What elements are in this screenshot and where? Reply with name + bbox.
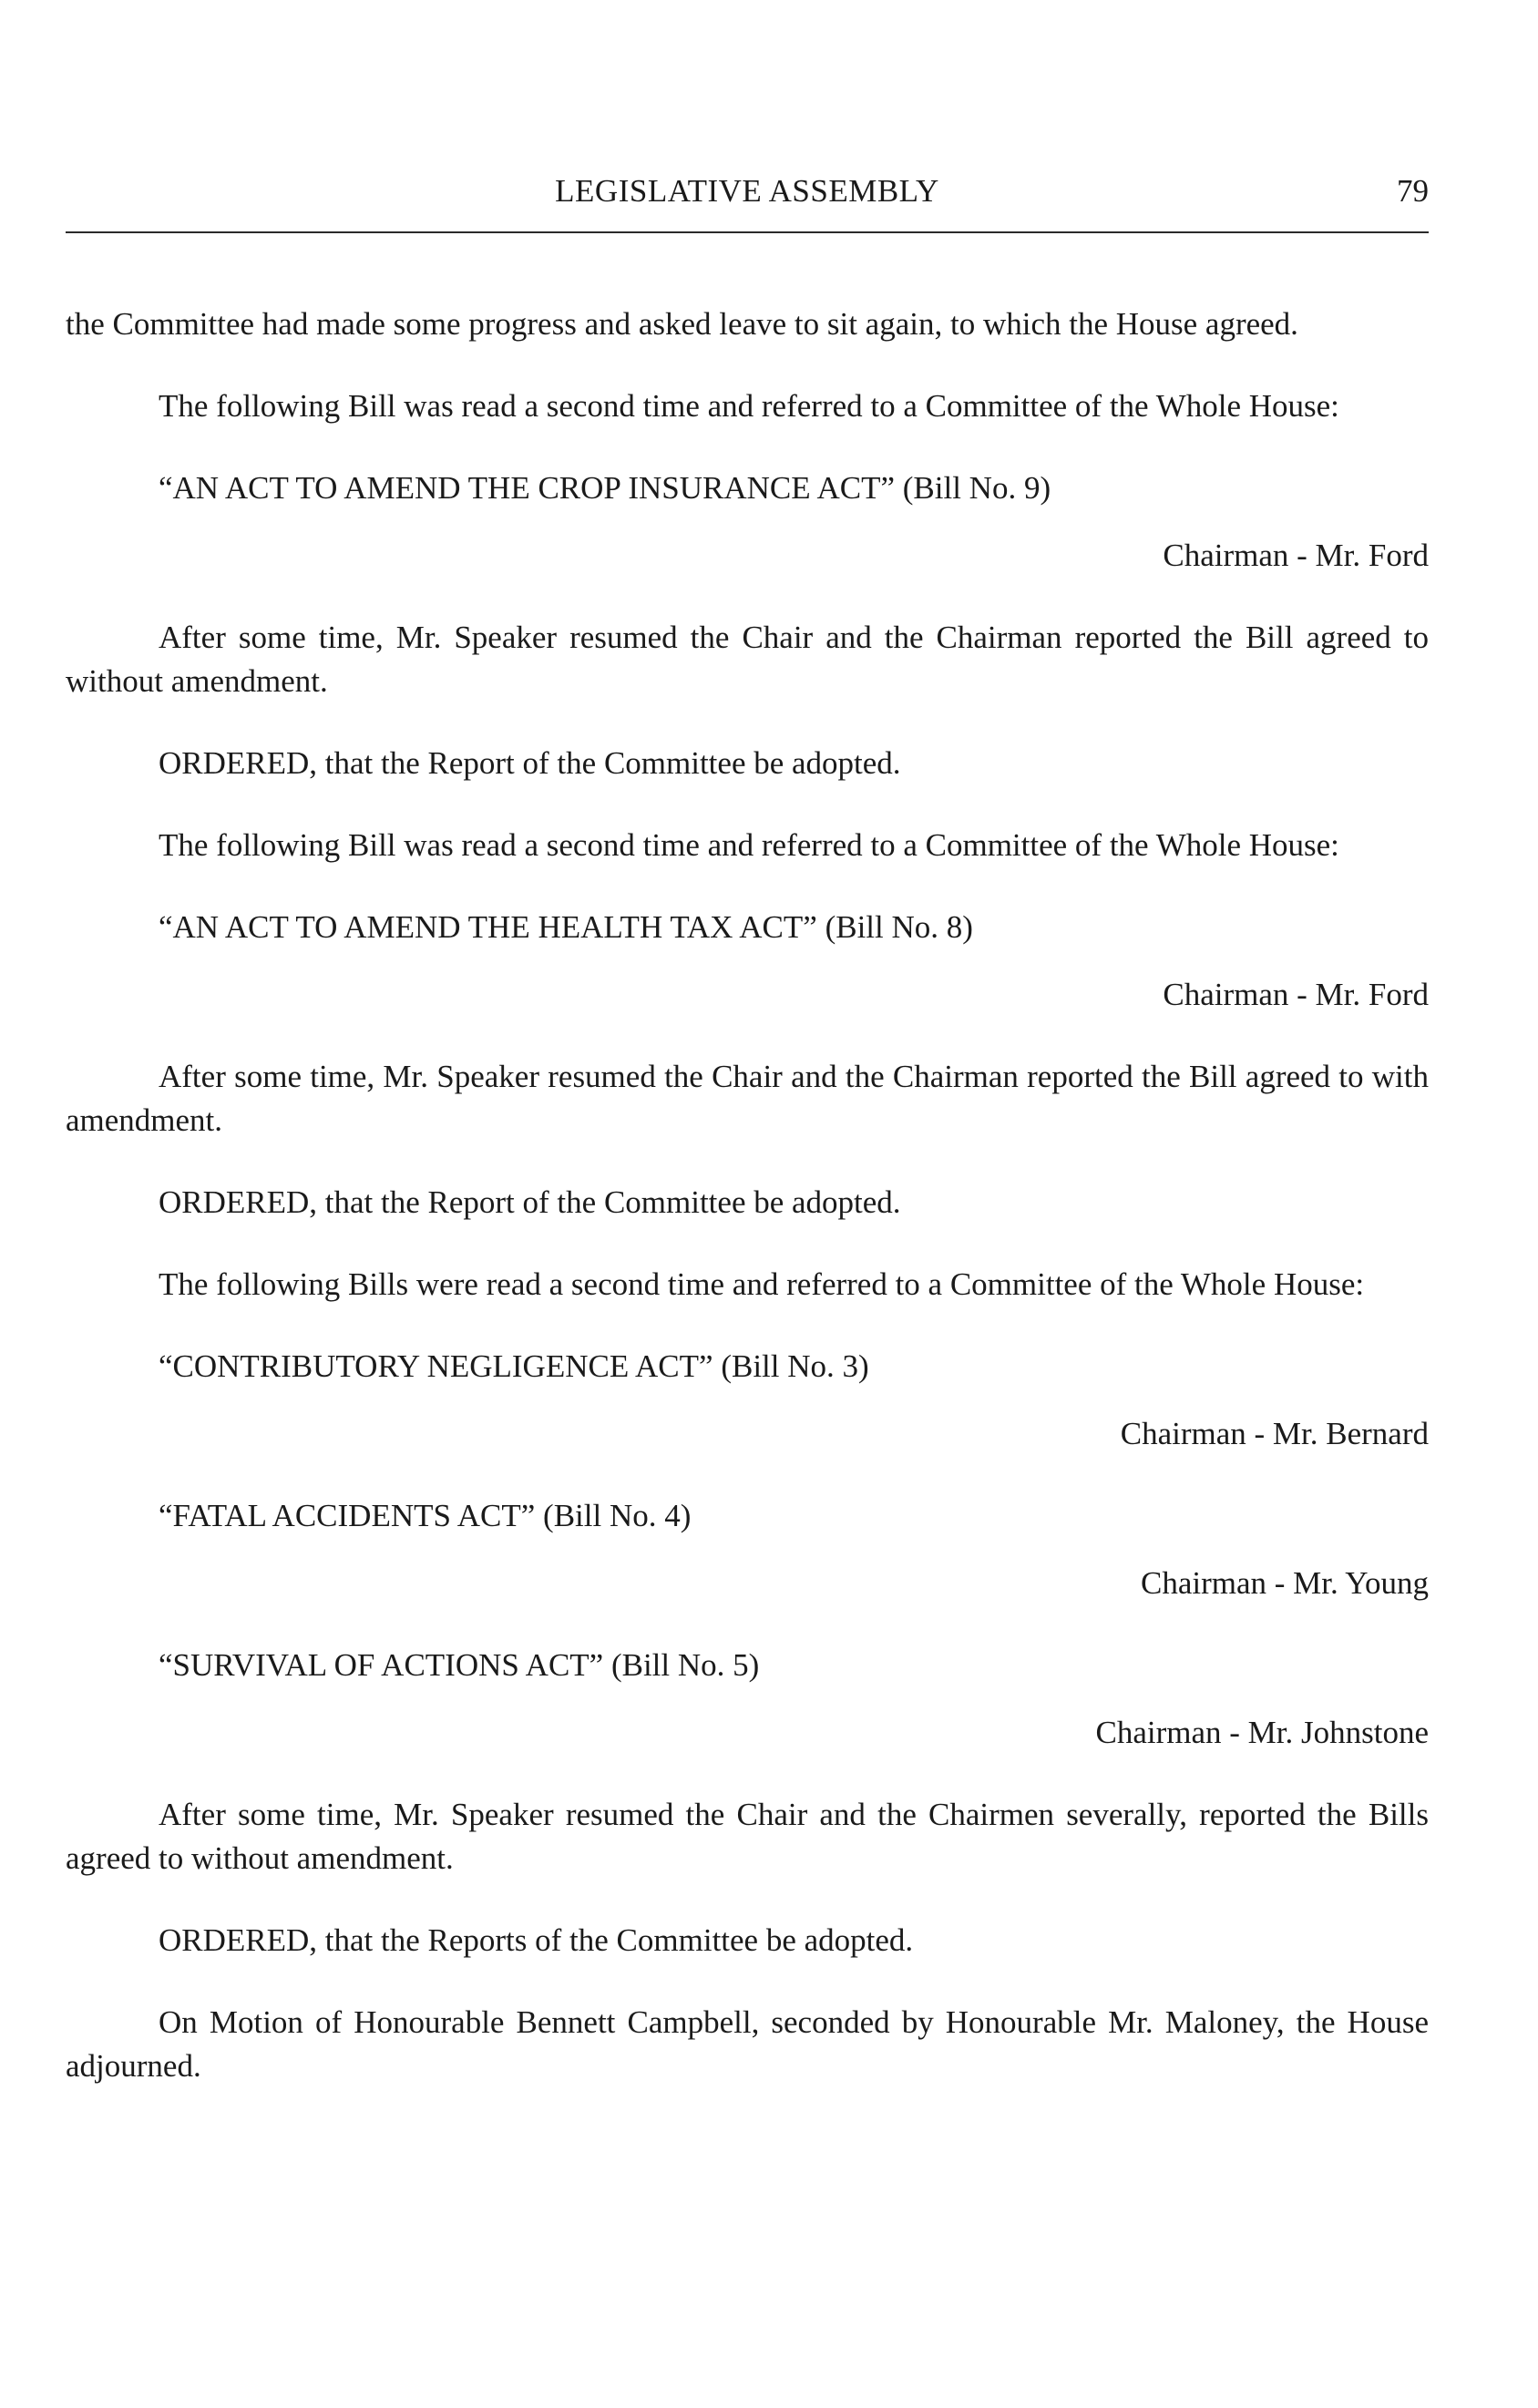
- bill-title-fatal-accidents: “FATAL ACCIDENTS ACT” (Bill No. 4): [159, 1498, 692, 1533]
- page-number: 79: [1397, 173, 1429, 209]
- paragraph-report: After some time, Mr. Speaker resumed the Chair and the Chairmen severally, reported the Bills agreed to without amendment.: [66, 1797, 1429, 1876]
- document-page: [66, 0, 1429, 2408]
- header-rule: [66, 231, 1429, 233]
- paragraph-report: After some time, Mr. Speaker resumed the Chair and the Chairman reported the Bill agreed to with amendment.: [66, 1059, 1429, 1138]
- chairman-line: Chairman - Mr. Bernard: [1120, 1416, 1429, 1451]
- running-title: LEGISLATIVE ASSEMBLY: [555, 173, 939, 209]
- chairman-line: Chairman - Mr. Ford: [1163, 538, 1429, 573]
- body-text: [66, 302, 1429, 2126]
- paragraph-ordered: ORDERED, that the Report of the Committee be adopted.: [159, 745, 901, 781]
- chairman-line: Chairman - Mr. Young: [1141, 1565, 1429, 1601]
- chairman-line: Chairman - Mr. Ford: [1163, 977, 1429, 1012]
- paragraph-report: After some time, Mr. Speaker resumed the Chair and the Chairman reported the Bill agreed to without amendment.: [66, 620, 1429, 699]
- paragraph-bill-referral: The following Bill was read a second time and referred to a Committee of the Whole House:: [159, 388, 1339, 424]
- bill-title-contributory-negligence: “CONTRIBUTORY NEGLIGENCE ACT” (Bill No. 3): [159, 1348, 869, 1384]
- bill-title-health-tax: “AN ACT TO AMEND THE HEALTH TAX ACT” (Bill No. 8): [159, 909, 973, 945]
- paragraph-bills-referral: The following Bills were read a second time and referred to a Committee of the Whole House:: [159, 1266, 1365, 1302]
- paragraph-ordered: ORDERED, that the Reports of the Committee be adopted.: [159, 1922, 914, 1958]
- paragraph-continuation: the Committee had made some progress and asked leave to sit again, to which the House agreed.: [66, 306, 1298, 342]
- running-head: [66, 173, 1429, 219]
- bill-title-survival-of-actions: “SURVIVAL OF ACTIONS ACT” (Bill No. 5): [159, 1647, 760, 1683]
- paragraph-bill-referral: The following Bill was read a second time and referred to a Committee of the Whole House:: [159, 827, 1339, 863]
- paragraph-adjournment: On Motion of Honourable Bennett Campbell, seconded by Honourable Mr. Maloney, the House adjourned.: [66, 2004, 1429, 2084]
- bill-title-crop-insurance: “AN ACT TO AMEND THE CROP INSURANCE ACT” (Bill No. 9): [159, 470, 1051, 506]
- paragraph-ordered: ORDERED, that the Report of the Committee be adopted.: [159, 1184, 901, 1220]
- chairman-line: Chairman - Mr. Johnstone: [1095, 1715, 1429, 1750]
